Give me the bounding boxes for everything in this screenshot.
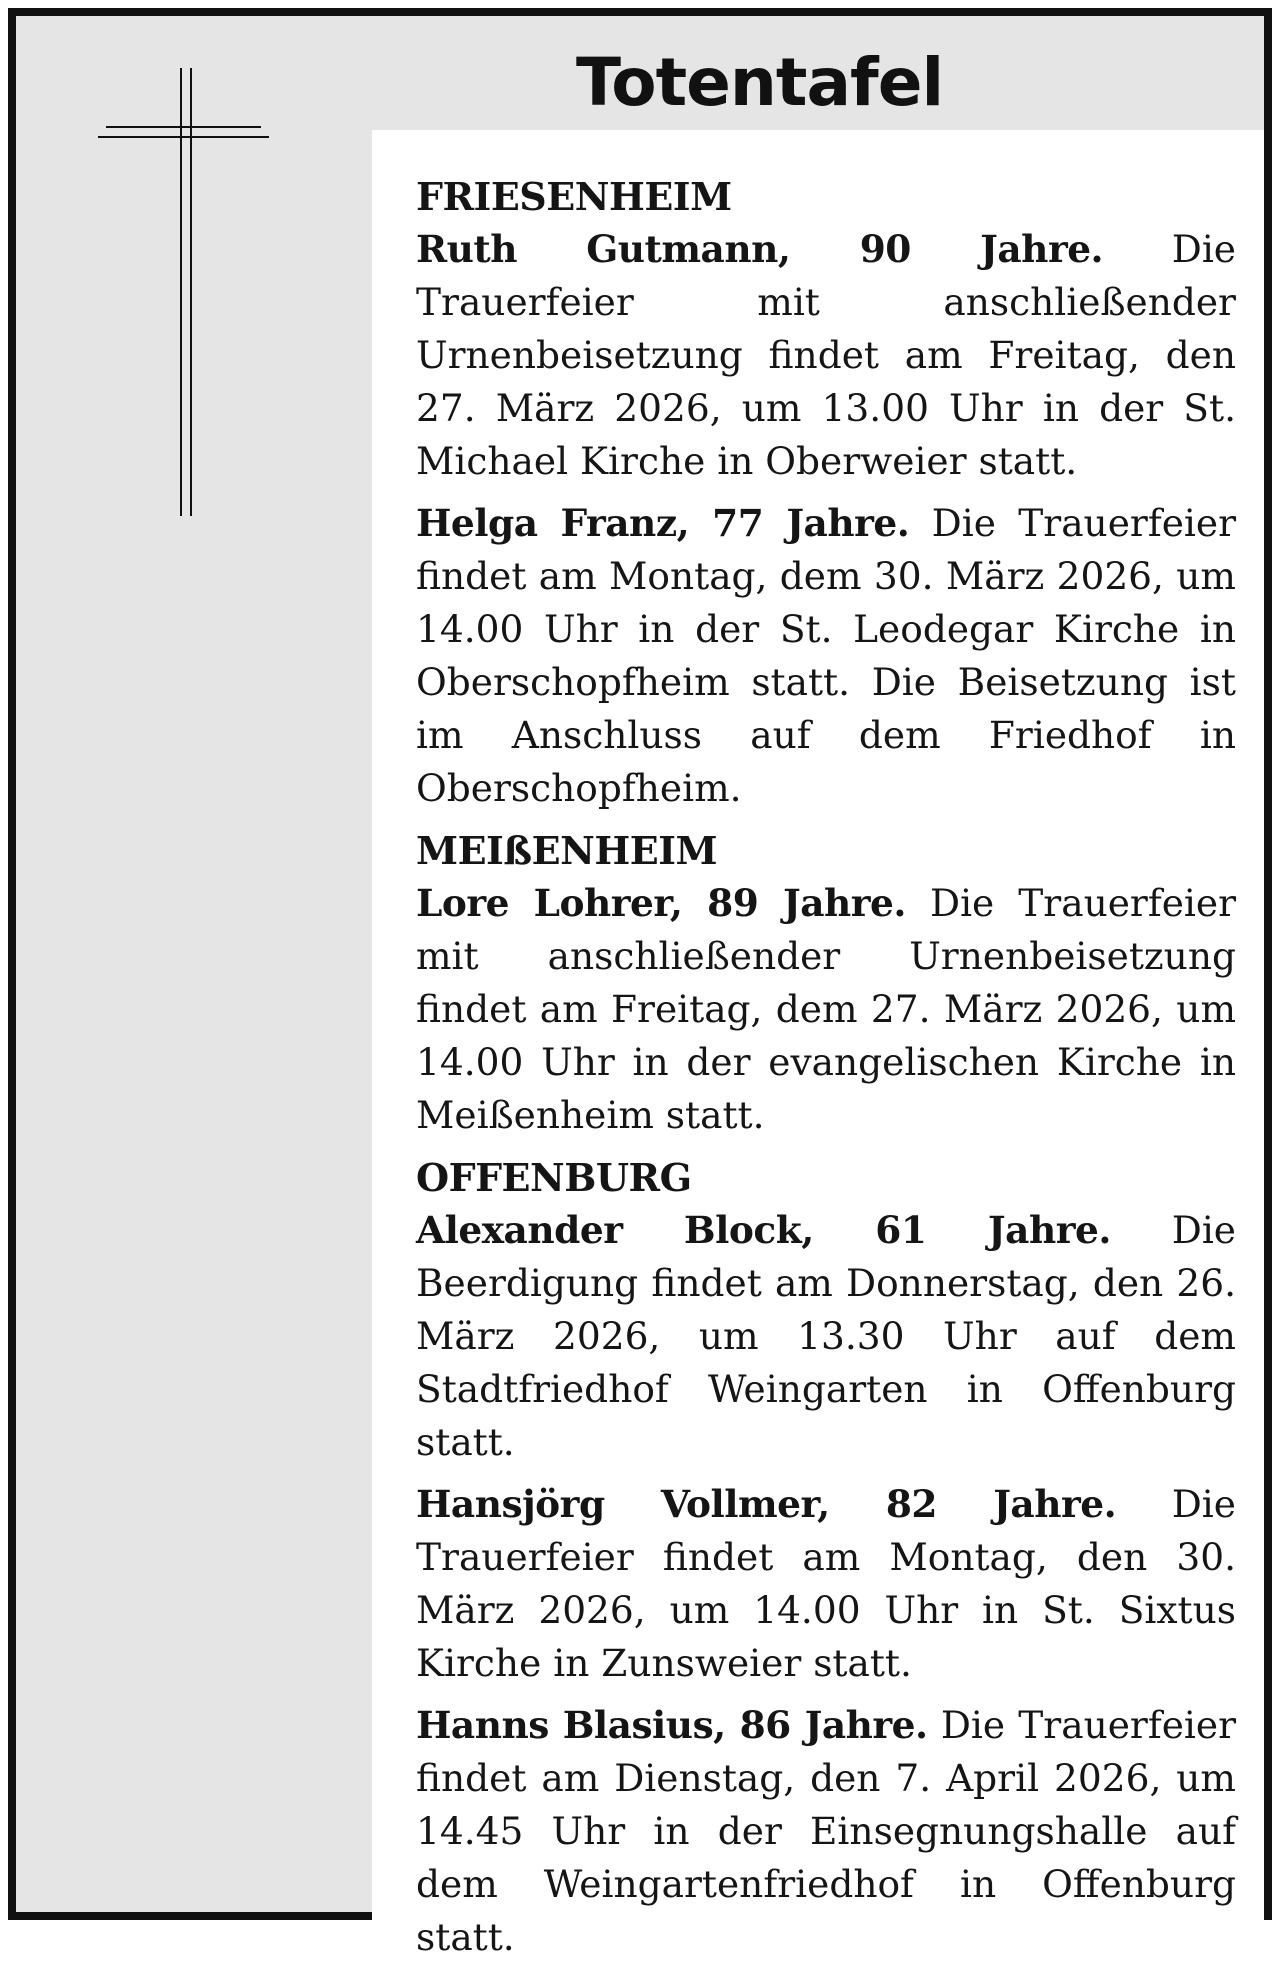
obituary-text: Die Beerdigung findet am Donnerstag, den 26. März 2026, um 13.30 Uhr auf dem Stadtfriedhof Weingarten in Offenburg statt. [416, 1208, 1237, 1464]
town-heading: OFFENBURG [416, 1155, 692, 1200]
obituary-frame [8, 8, 1272, 1959]
obituary-entry [416, 223, 1236, 488]
town-heading: FRIESENHEIM [416, 174, 732, 219]
deceased-name: Helga Franz, 77 Jahre. [416, 501, 910, 545]
obituary-text: Die Trauerfeier findet am Montag, den 30. März 2026, um 14.00 Uhr in St. Sixtus Kirche in Zunsweier statt. [416, 1482, 1236, 1685]
obituary-text: Die Trauerfeier mit anschließender Urnenbeisetzung findet am Freitag, den 27. März 2026, um 13.00 Uhr in der St. Michael Kirche in Oberweier statt. [416, 227, 1237, 483]
deceased-name: Hanns Blasius, 86 Jahre. [416, 1703, 928, 1747]
obituary-entry [416, 1699, 1236, 1964]
obituary-entry [416, 497, 1236, 815]
deceased-name: Hansjörg Vollmer, 82 Jahre. [416, 1482, 1117, 1526]
obituary-entry [416, 1478, 1236, 1690]
deceased-name: Alexander Block, 61 Jahre. [416, 1208, 1111, 1252]
obituary-text: Die Trauerfeier findet am Dienstag, den 7. April 2026, um 14.45 Uhr in der Einsegnungshalle auf dem Weingartenfriedhof in Offenburg statt. [416, 1703, 1237, 1959]
deceased-name: Lore Lohrer, 89 Jahre. [416, 881, 906, 925]
page-title: Totentafel [576, 44, 944, 121]
cross-icon [16, 16, 316, 536]
deceased-name: Ruth Gutmann, 90 Jahre. [416, 227, 1104, 271]
obituary-list [372, 130, 1264, 1959]
town-heading: MEIßENHEIM [416, 828, 718, 873]
obituary-text: Die Trauerfeier findet am Montag, dem 30. März 2026, um 14.00 Uhr in der St. Leodegar Kirche in Oberschopfheim statt. Die Beisetzung ist im Anschluss auf dem Friedhof in Oberschopfheim. [416, 501, 1237, 810]
obituary-entry [416, 877, 1236, 1142]
obituary-text: Die Trauerfeier mit anschließender Urnenbeisetzung findet am Freitag, dem 27. März 2026, um 14.00 Uhr in der evangelischen Kirche in Meißenheim statt. [416, 881, 1237, 1137]
obituary-entry [416, 1204, 1236, 1469]
